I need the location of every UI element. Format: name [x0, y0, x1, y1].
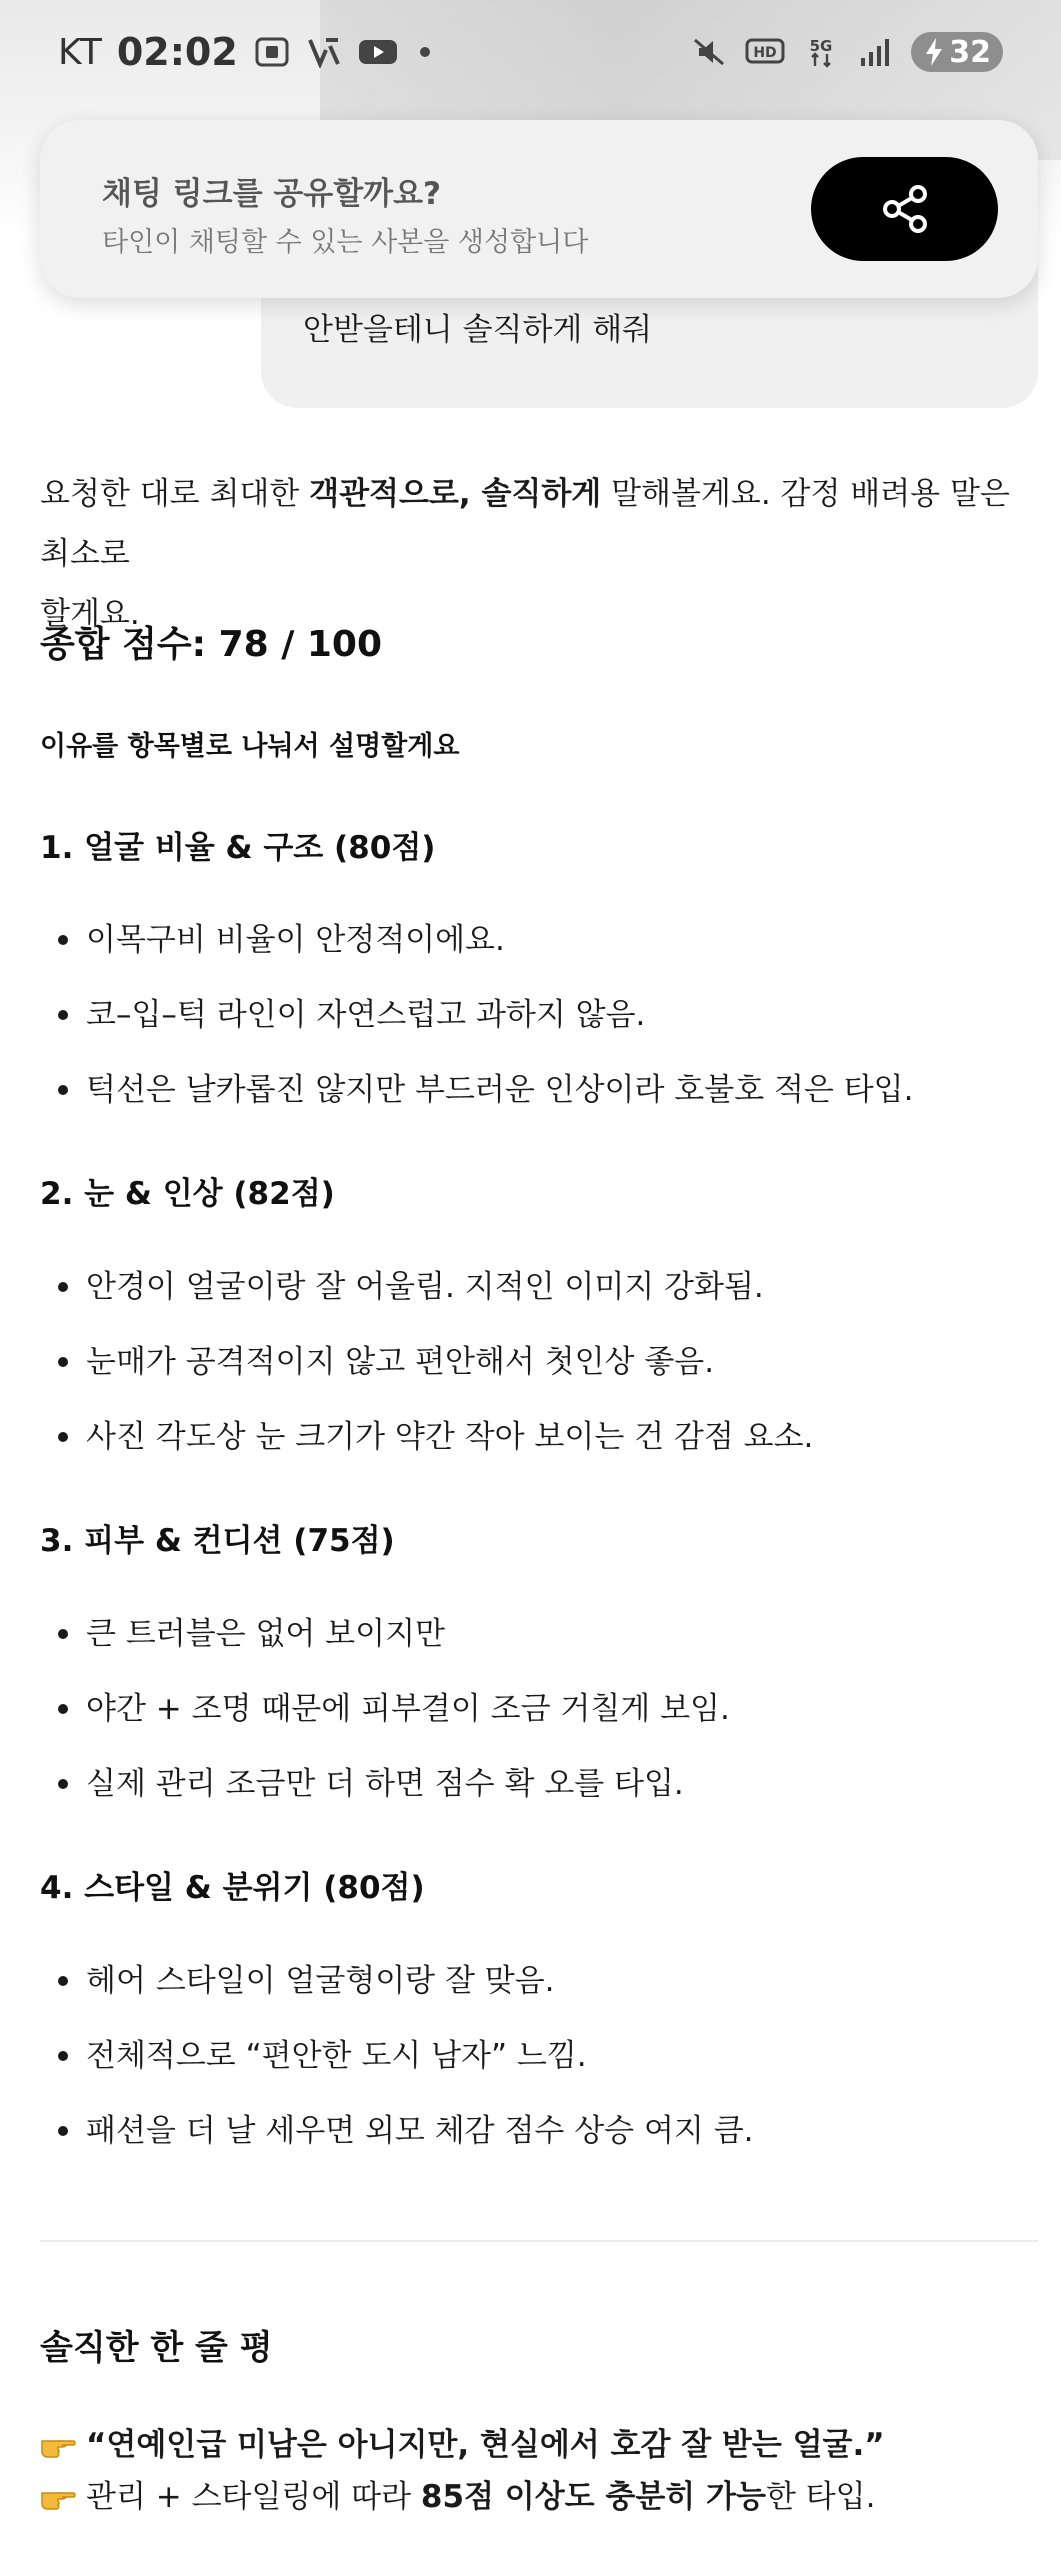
youtube-icon [358, 36, 398, 68]
section-title: 2. 눈 & 인상 (82점) [40, 1176, 335, 1212]
list-item: 안경이 얼굴이랑 잘 어울림. 지적인 이미지 강화됨. [40, 1265, 764, 1309]
list-item: 이목구비 비율이 안정적이에요. [40, 918, 505, 962]
reason-heading: 이유를 항목별로 나눠서 설명할게요 [40, 731, 460, 762]
signal-icon [857, 36, 893, 68]
mute-icon [691, 36, 727, 68]
list-item: 큰 트러블은 없어 보이지만 [40, 1612, 445, 1656]
pointing-finger-icon [40, 2427, 76, 2459]
battery-level: 32 [949, 34, 991, 70]
list-item: 코–입–턱 라인이 자연스럽고 과하지 않음. [40, 993, 645, 1037]
list-item: 실제 관리 조금만 더 하면 점수 확 오를 타입. [40, 1762, 684, 1806]
user-message-line: 안받을테니 솔직하게 해줘 [303, 312, 653, 348]
share-popup-subtitle: 타인이 채팅할 수 있는 사본을 생성합니다 [102, 227, 589, 258]
list-item: 패션을 더 날 세우면 외모 체감 점수 상승 여지 큼. [40, 2109, 754, 2153]
carrier-label: KT [58, 31, 103, 73]
list-item: 야간 + 조명 때문에 피부결이 조금 거칠게 보임. [40, 1687, 730, 1731]
svg-text:HD: HD [753, 45, 777, 61]
overall-score-heading: 종합 점수: 78 / 100 [40, 624, 383, 665]
share-link-popup[interactable] [40, 120, 1038, 298]
5g-icon [803, 36, 839, 68]
list-item: 헤어 스타일이 얼굴형이랑 잘 맞음. [40, 1959, 555, 2003]
summary-heading: 솔직한 한 줄 평 [40, 2328, 273, 2368]
pointing-finger-icon [40, 2479, 76, 2511]
battery-indicator [911, 32, 1003, 72]
list-item: 전체적으로 “편안한 도시 남자” 느낌. [40, 2034, 587, 2078]
list-item: 턱선은 날카롭진 않지만 부드러운 인상이라 호불호 적은 타입. [40, 1068, 913, 1112]
section-title: 1. 얼굴 비율 & 구조 (80점) [40, 830, 436, 866]
share-button[interactable] [811, 157, 998, 261]
hd-icon [745, 36, 785, 68]
summary-line: 관리 + 스타일링에 따라 85점 이상도 충분히 가능한 타입. [40, 2472, 1040, 2522]
screenshot-icon [254, 36, 290, 68]
svg-text:5G: 5G [809, 37, 833, 55]
charging-icon [923, 37, 945, 67]
share-icon [879, 183, 931, 235]
clock: 02:02 [116, 30, 238, 74]
divider [40, 2240, 1038, 2242]
list-item: 사진 각도상 눈 크기가 약간 작아 보이는 건 감점 요소. [40, 1415, 813, 1459]
vpn-icon [306, 36, 342, 68]
section-title: 4. 스타일 & 분위기 (80점) [40, 1870, 425, 1906]
response-intro: 요청한 대로 최대한 객관적으로, 솔직하게 말해볼게요. 감정 배려용 말은 최소로 할게요. [40, 476, 1010, 632]
share-popup-title: 채팅 링크를 공유할까요? [102, 176, 442, 212]
section-title: 3. 피부 & 컨디션 (75점) [40, 1523, 395, 1559]
notification-dot [420, 47, 430, 57]
list-item: 눈매가 공격적이지 않고 편안해서 첫인상 좋음. [40, 1340, 714, 1384]
status-bar [0, 20, 1061, 84]
summary-line: “연예인급 미남은 아니지만, 현실에서 호감 잘 받는 얼굴.” [40, 2420, 1040, 2470]
